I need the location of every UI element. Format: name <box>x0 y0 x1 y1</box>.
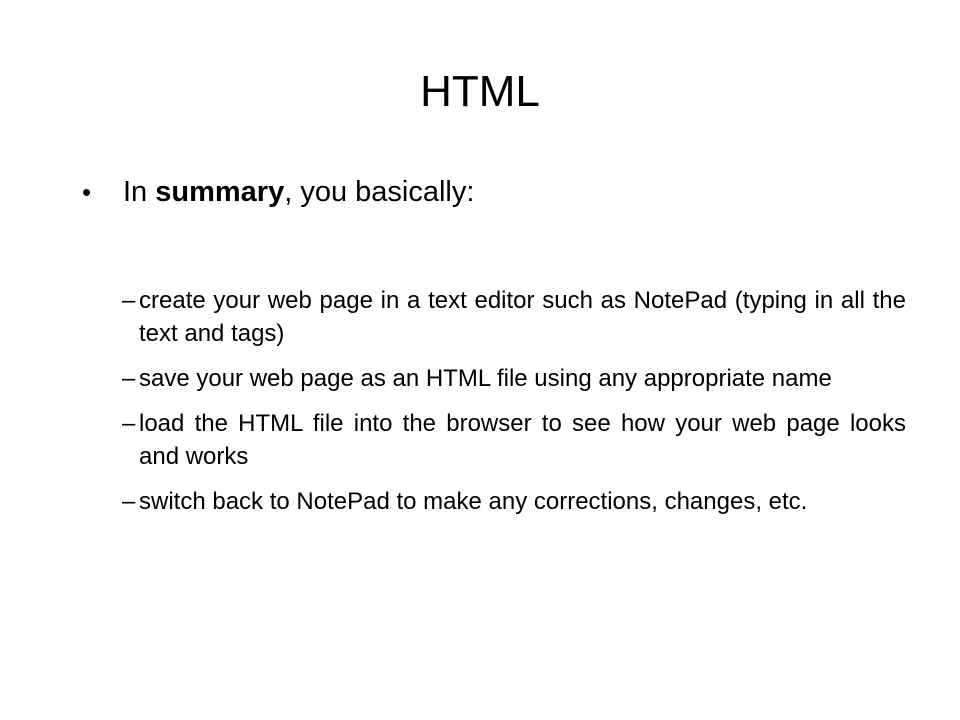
sub-bullet-item <box>105 407 905 473</box>
dash-marker: – <box>122 287 136 314</box>
sub-bullet-text: switch back to NotePad to make any corrections, changes, etc. <box>139 488 808 515</box>
sub-bullet-text: save your web page as an HTML file using any appropriate name <box>139 365 832 392</box>
sub-bullet-item <box>105 485 905 518</box>
sub-bullet-item <box>105 284 905 350</box>
sub-bullet-list <box>105 284 905 530</box>
sub-bullet-item <box>105 362 905 395</box>
main-bullet-prefix: In <box>123 176 156 208</box>
dash-marker: – <box>122 410 136 437</box>
dash-marker: – <box>122 365 136 392</box>
main-bullet-emphasis: summary <box>155 176 285 208</box>
slide-title: HTML <box>420 67 540 116</box>
sub-bullet-text: create your web page in a text editor such as NotePad (typing in all the text and tags) <box>139 287 906 347</box>
bullet-marker: • <box>82 177 92 207</box>
sub-bullet-text: load the HTML file into the browser to see how your web page looks and works <box>139 410 906 470</box>
dash-marker: – <box>122 488 136 515</box>
main-bullet-suffix: , you basically: <box>284 176 475 208</box>
main-bullet-text <box>123 172 474 212</box>
